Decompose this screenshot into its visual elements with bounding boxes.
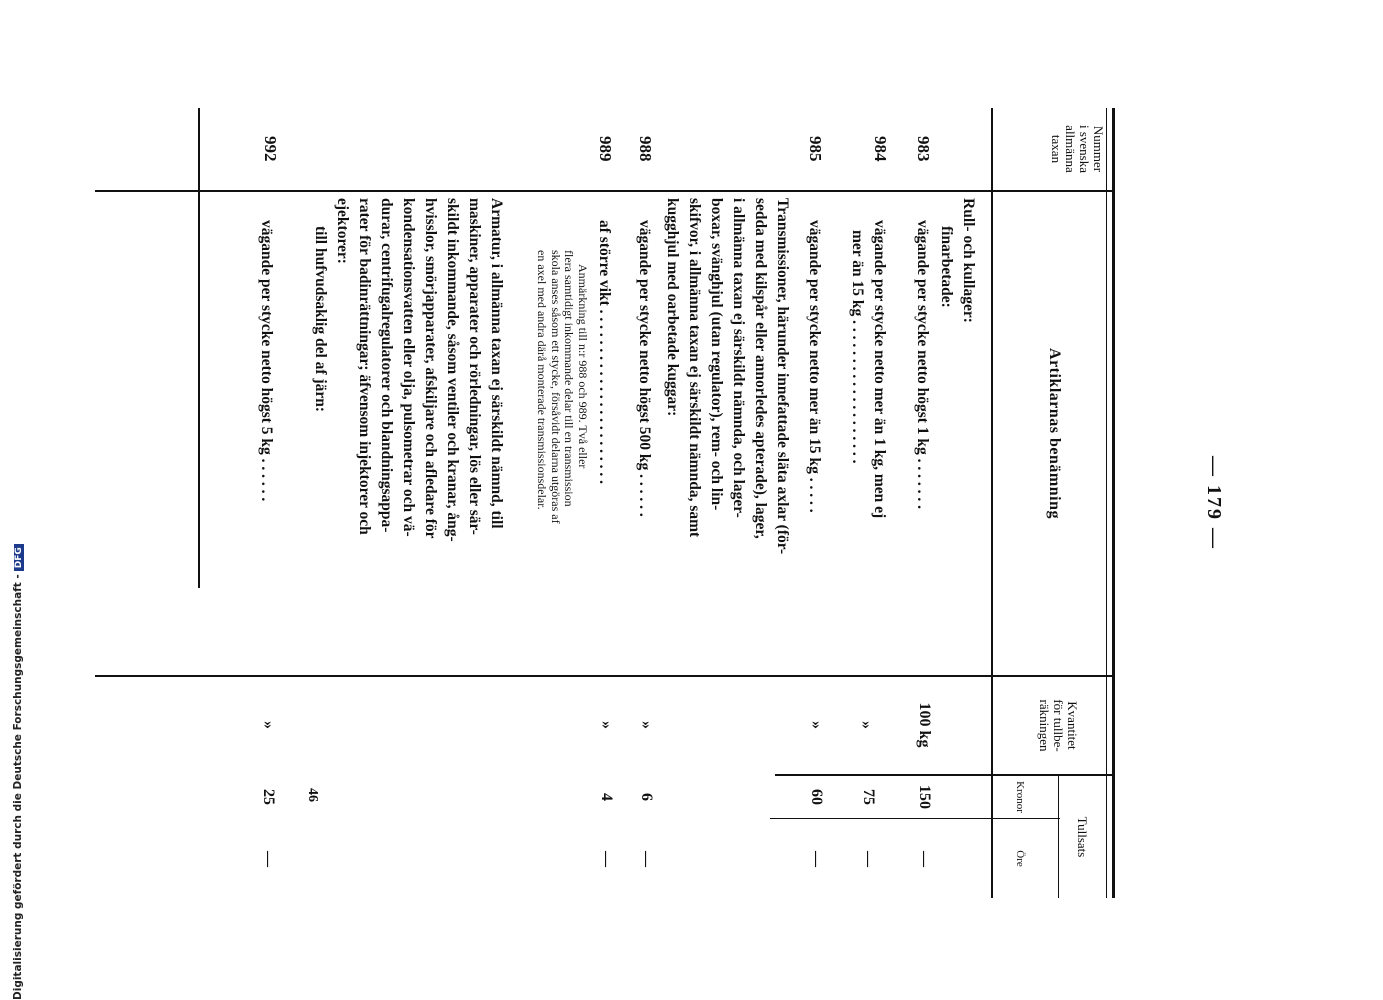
header-number-line: Nummer [1091, 125, 1106, 173]
header-kronor: Kronor [1014, 781, 1026, 813]
row-number: 983 [914, 136, 933, 162]
row-description [633, 220, 655, 670]
heading-line: till hufvudsaklig del af järn: [312, 226, 329, 413]
row-quantity: » [260, 721, 277, 729]
row-kronor: 75 [860, 789, 877, 805]
col-divider-1 [95, 190, 1115, 192]
description-line: vägande per stycke netto mer än 15 kg . . . . . [806, 220, 823, 513]
row-number: 988 [636, 136, 655, 162]
row-ore: — [598, 851, 615, 867]
page-number: — 179 — [1203, 456, 1225, 550]
heading-line: Transmissioner, härunder innefattade släta axlar (för- [774, 198, 791, 555]
row-number: 985 [806, 136, 825, 162]
header-bottom-rule [991, 108, 993, 898]
heading-line: finarbetade: [938, 226, 955, 308]
row-kronor: 4 [598, 793, 615, 801]
row-number: 984 [871, 136, 890, 162]
heading-line: i allmänna taxan ej särskildt nämnda, och lager- [730, 198, 747, 518]
note-line: skola anses såsom ett stycke, försåvidt delarna utgöras af [549, 250, 563, 524]
heading-line: sedda med kilspår eller annorledes apterade), lager, [752, 198, 769, 539]
description-line: vägande per stycke netto mer än 1 kg, men ej [871, 220, 888, 519]
header-tariff-col: Tullsats [1075, 816, 1090, 858]
description-line: mer än 15 kg . . . . . . . . . . . . . . . . . . . [849, 230, 866, 464]
table-top-rule [1112, 108, 1115, 898]
rotated-page [95, 98, 1225, 898]
header-quantity-col [1037, 677, 1079, 774]
row-quantity: 100 kg [916, 702, 933, 748]
col-divider-2 [95, 675, 1115, 677]
heading-line: kondensationsvatten eller olja, pulsometrar och vä- [400, 198, 417, 537]
row-ore: — [638, 851, 655, 867]
row-number: 992 [261, 136, 280, 162]
row-quantity: » [638, 721, 655, 729]
row-kronor: 60 [808, 789, 825, 805]
heading-line: durar, centrifugalregulatorer och blandningsappa- [378, 198, 395, 533]
row-description [846, 220, 890, 670]
header-article-col: Artiklarnas benämning [1046, 348, 1063, 519]
row-description [593, 220, 615, 670]
description-line: vägande per stycke netto högst 5 kg . . . . . . [258, 220, 275, 502]
note-line: flera samtidigt inkommande delar till en transmission [562, 250, 577, 507]
row-kronor: 6 [638, 793, 655, 801]
row-heading [309, 198, 507, 672]
header-number-line: i svenska [1077, 124, 1092, 174]
header-quantity-line: räkningen [1037, 699, 1052, 752]
header-number-line: allmänna [1063, 125, 1078, 173]
header-quantity-line: för tullbe- [1051, 699, 1066, 752]
row-number: 989 [596, 136, 615, 162]
heading-line: Rull- och kullager: [960, 198, 977, 323]
row-heading [661, 198, 793, 672]
row-heading [935, 198, 979, 668]
row-ore: — [860, 851, 877, 867]
row-description [803, 220, 825, 670]
digitization-note [12, 547, 26, 1000]
row-quantity: » [598, 721, 615, 729]
description-line: vägande per stycke netto högst 1 kg . . . . . . . [914, 220, 931, 510]
note-line: en axel med andra därå monterade transmissionsdelar. [535, 250, 550, 510]
row-note [535, 250, 589, 670]
tullsats-header-rule [1058, 774, 1059, 898]
description-line: vägande per stycke netto högst 500 kg . . . . . . [636, 220, 653, 517]
row-description [911, 220, 933, 670]
digitization-note-text: Digitalisierung gefördert durch die Deutsche Forschungsgemeinschaft - [12, 574, 24, 1000]
row-quantity: » [858, 721, 875, 729]
header-number-col [1049, 108, 1105, 190]
row-ore: — [916, 851, 933, 867]
row-kronor: 25 [260, 789, 277, 805]
sheet-number: 46 [305, 788, 320, 802]
dfg-logo: DFG [14, 544, 24, 571]
header-ore: Öre [1014, 850, 1026, 867]
row-ore: — [808, 851, 825, 867]
heading-line: Armatur, i allmänna taxan ej särskildt nämnd, till [488, 198, 505, 529]
header-quantity-line: Kvantitet [1065, 701, 1080, 750]
heading-line: hvisslor, smörjapparater, afskiljare och afledare för [422, 198, 439, 539]
heading-line: skifvor, i allmänna taxan ej särskildt nämnda, samt [686, 198, 703, 538]
heading-line: rater för badinrättningar; äfvensom injektorer och [356, 198, 373, 535]
description-line: af större vikt . . . . . . . . . . . . . . . . . . . . . . . [596, 220, 613, 485]
heading-line: skildt inkommande, såsom ventiler och kranar, ång- [444, 198, 461, 542]
row-quantity: » [808, 721, 825, 729]
note-line: Anmärkning till n:r 988 och 989. Två eller [576, 264, 590, 469]
row-ore: — [260, 851, 277, 867]
heading-line: maskiner, apparater och rörledningar, lös eller sär- [466, 198, 483, 535]
row-description [255, 220, 277, 670]
table-top-rule-thin [1106, 108, 1107, 898]
row-kronor: 150 [916, 785, 933, 809]
heading-line: ejektorer: [334, 198, 351, 264]
page-bottom-rule [198, 108, 200, 588]
heading-line: kugghjul med oarbetade kuggar: [664, 198, 681, 417]
heading-line: boxar, svänghjul (utan regulator), rem- och lin- [708, 198, 725, 511]
col-divider-3 [775, 774, 1115, 776]
header-number-line: taxan [1049, 134, 1064, 164]
